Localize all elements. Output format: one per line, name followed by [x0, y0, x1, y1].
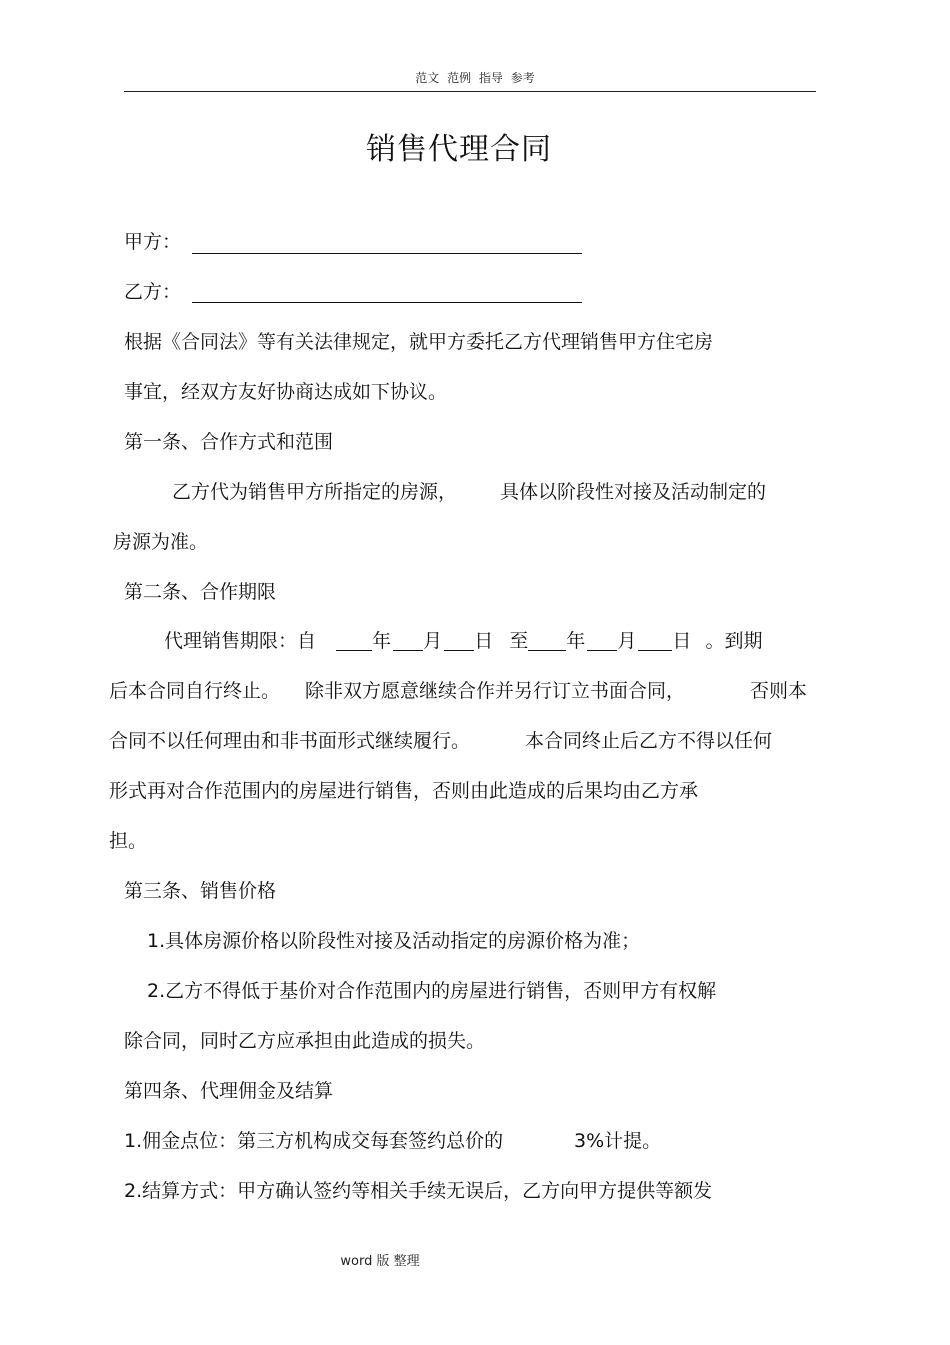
- start-year-unit: 年: [372, 630, 392, 652]
- article-4-item-1a: 1.佣金点位：第三方机构成交每套签约总价的: [124, 1130, 504, 1152]
- article-2-line-5: 担。: [109, 830, 148, 852]
- article-4-item-2: 2.结算方式：甲方确认签约等相关手续无误后，乙方向甲方提供等额发: [124, 1180, 713, 1202]
- term-to: 至: [509, 630, 529, 652]
- article-3-item-1: 1.具体房源价格以阶段性对接及活动指定的房源价格为准；: [147, 930, 641, 952]
- intro-line-2: 事宜，经双方友好协商达成如下协议。: [124, 381, 448, 403]
- article-2-line-2a: 后本合同自行终止。: [109, 680, 281, 702]
- page-header: 范文 范例 指导 参考: [415, 71, 535, 85]
- article-1-line-2: 房源为准。: [113, 531, 209, 553]
- document-title: 销售代理合同: [366, 132, 552, 167]
- end-month-unit: 月: [617, 630, 637, 652]
- term-label: 代理销售期限：自: [164, 630, 317, 652]
- article-4-item-1b: 3%计提。: [574, 1130, 662, 1152]
- party-b-label: 乙方：: [124, 281, 182, 303]
- article-1-line-1a: 乙方代为销售甲方所指定的房源，: [172, 481, 458, 503]
- end-day-blank: [638, 630, 672, 651]
- intro-line-1: 根据《合同法》等有关法律规定，就甲方委托乙方代理销售甲方住宅房: [124, 331, 714, 353]
- article-4-title: 第四条、代理佣金及结算: [124, 1080, 334, 1102]
- article-3-title: 第三条、销售价格: [124, 880, 277, 902]
- article-1-title: 第一条、合作方式和范围: [124, 431, 334, 453]
- article-2-title: 第二条、合作期限: [124, 581, 277, 603]
- page-footer: word 版 整理: [340, 1254, 420, 1269]
- article-1-line-1b: 具体以阶段性对接及活动制定的: [500, 481, 767, 503]
- end-month-blank: [587, 630, 617, 651]
- article-2-line-2c: 否则本: [750, 680, 808, 702]
- article-2-term-line: [164, 629, 762, 653]
- article-2-line-3b: 本合同终止后乙方不得以任何: [525, 730, 773, 752]
- party-a-label: 甲方：: [124, 231, 182, 253]
- article-3-item-2a: 2.乙方不得低于基价对合作范围内的房屋进行销售，否则甲方有权解: [147, 980, 717, 1002]
- start-month-blank: [393, 630, 423, 651]
- end-day-unit: 日: [672, 630, 692, 652]
- header-rule: [124, 91, 816, 92]
- start-day-unit: 日: [474, 630, 494, 652]
- article-2-line-3a: 合同不以任何理由和非书面形式继续履行。: [109, 730, 471, 752]
- party-a-blank: [192, 253, 582, 254]
- party-b-blank: [192, 302, 582, 303]
- article-2-line-2b: 除非双方愿意继续合作并另行订立书面合同，: [305, 680, 686, 702]
- term-expire: 。到期: [705, 630, 763, 652]
- article-2-line-4: 形式再对合作范围内的房屋进行销售，否则由此造成的后果均由乙方承: [109, 780, 699, 802]
- start-day-blank: [444, 630, 474, 651]
- end-year-unit: 年: [566, 630, 586, 652]
- start-month-unit: 月: [423, 630, 443, 652]
- end-year-blank: [528, 630, 566, 651]
- start-year-blank: [336, 630, 372, 651]
- article-3-item-2b: 除合同，同时乙方应承担由此造成的损失。: [124, 1030, 486, 1052]
